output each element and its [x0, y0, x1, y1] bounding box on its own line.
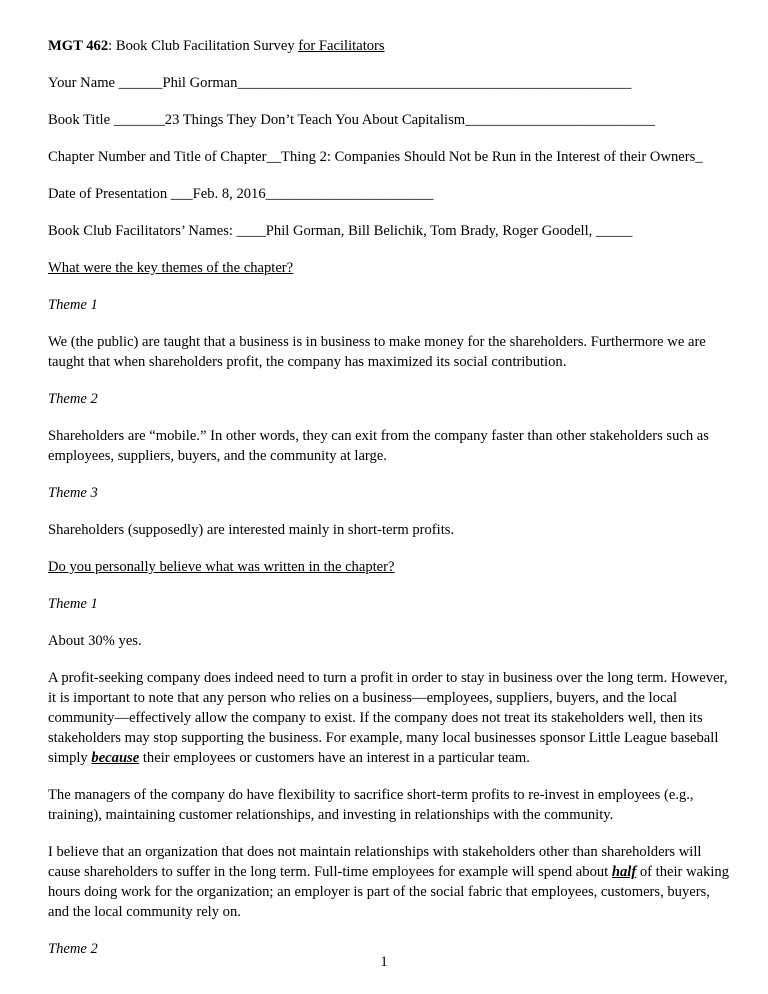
title-text: : Book Club Facilitation Survey — [108, 38, 299, 54]
theme-2-label: Theme 2 — [48, 391, 98, 407]
belief-paragraph-3 — [48, 842, 734, 922]
theme-3-text: Shareholders (supposedly) are interested mainly in short-term profits. — [48, 522, 455, 538]
title-underlined: for Facilitators — [298, 38, 385, 54]
emphasis-half: half — [611, 864, 637, 880]
name-field: Your Name ______Phil Gorman______________________________________________________ — [48, 75, 632, 91]
emphasis-because: because — [91, 750, 140, 766]
key-themes-question: What were the key themes of the chapter? — [48, 260, 294, 276]
book-title-field: Book Title _______23 Things They Don’t Teach You About Capitalism__________________________ — [48, 112, 655, 128]
para3-part-a: I believe that an organization that does not maintain relationships with stakeholders other than shareholders will cause shareholders to suffer in the long term. Full-time employees for example will spend about — [48, 844, 702, 880]
belief-answer: About 30% yes. — [48, 633, 142, 649]
page-number: 1 — [380, 954, 388, 970]
survey-title — [48, 36, 734, 56]
theme-1-label: Theme 1 — [48, 297, 98, 313]
para3-part-b: of their waking hours doing work for the organization; an employer is part of the social fabric that employees, customers, buyers, and the local community rely on. — [48, 864, 730, 920]
para1-part-a: A profit-seeking company does indeed need to turn a profit in order to stay in business over the long term. However, it is important to note that any person who relies on a business—employees, suppliers, buyers, and the local community—effectively allow the company to exist. If the company does not treat its stakeholders well, then its stakeholders may stop supporting the business. For example, many local businesses sponsor Little League baseball simply — [48, 670, 728, 766]
date-field: Date of Presentation ___Feb. 8, 2016_______________________ — [48, 186, 434, 202]
para1-part-b: their employees or customers have an interest in a particular team. — [139, 750, 530, 766]
belief-question: Do you personally believe what was written in the chapter? — [48, 559, 395, 575]
belief-theme-2-label: Theme 2 — [48, 941, 98, 957]
chapter-field: Chapter Number and Title of Chapter__Thing 2: Companies Should Not be Run in the Interest of their Owners_ — [48, 149, 703, 165]
theme-3-label: Theme 3 — [48, 485, 98, 501]
theme-2-text: Shareholders are “mobile.” In other words, they can exit from the company faster than other stakeholders such as employees, suppliers, buyers, and the community at large. — [48, 428, 709, 464]
belief-paragraph-2: The managers of the company do have flexibility to sacrifice short-term profits to re-invest in employees (e.g., training), maintaining customer relationships, and investing in relationships with the community. — [48, 787, 694, 823]
document-page — [48, 36, 734, 976]
theme-1-text: We (the public) are taught that a business is in business to make money for the shareholders. Furthermore we are taught that when shareholders profit, the company has maximized its social contribution. — [48, 334, 706, 370]
belief-paragraph-1 — [48, 668, 734, 768]
course-code: MGT 462 — [48, 38, 109, 54]
belief-theme-1-label: Theme 1 — [48, 596, 98, 612]
facilitators-field: Book Club Facilitators’ Names: ____Phil Gorman, Bill Belichik, Tom Brady, Roger Goodell, _____ — [48, 223, 633, 239]
